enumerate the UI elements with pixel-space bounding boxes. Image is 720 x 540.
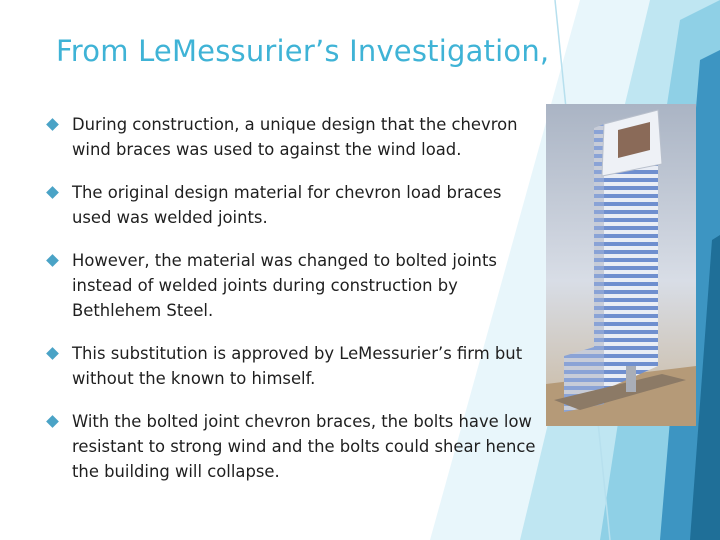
base-column <box>626 366 636 392</box>
diamond-bullet-icon <box>46 186 59 199</box>
bullet-item <box>44 180 544 230</box>
diamond-bullet-icon <box>46 118 59 131</box>
bullet-item <box>44 341 544 391</box>
bullet-text: However, the material was changed to bolted joints instead of welded joints during construction by Bethlehem Steel. <box>72 251 497 320</box>
bullet-item <box>44 409 544 484</box>
diamond-bullet-icon <box>46 254 59 267</box>
bullet-text: This substitution is approved by LeMessurier’s firm but without the known to himself. <box>72 344 523 388</box>
bullet-text: During construction, a unique design that the chevron wind braces was used to against the wind load. <box>72 115 518 159</box>
slide-title: From LeMessurier’s Investigation, <box>56 34 550 68</box>
skyscraper-image <box>546 104 696 426</box>
diamond-bullet-icon <box>46 347 59 360</box>
diamond-bullet-icon <box>46 415 59 428</box>
bullet-list <box>44 112 544 502</box>
bullet-text: The original design material for chevron load braces used was welded joints. <box>72 183 502 227</box>
bullet-item <box>44 248 544 323</box>
bullet-item <box>44 112 544 162</box>
bullet-text: With the bolted joint chevron braces, the bolts have low resistant to strong wind and the bolts could shear hence the building will collapse. <box>72 412 536 481</box>
